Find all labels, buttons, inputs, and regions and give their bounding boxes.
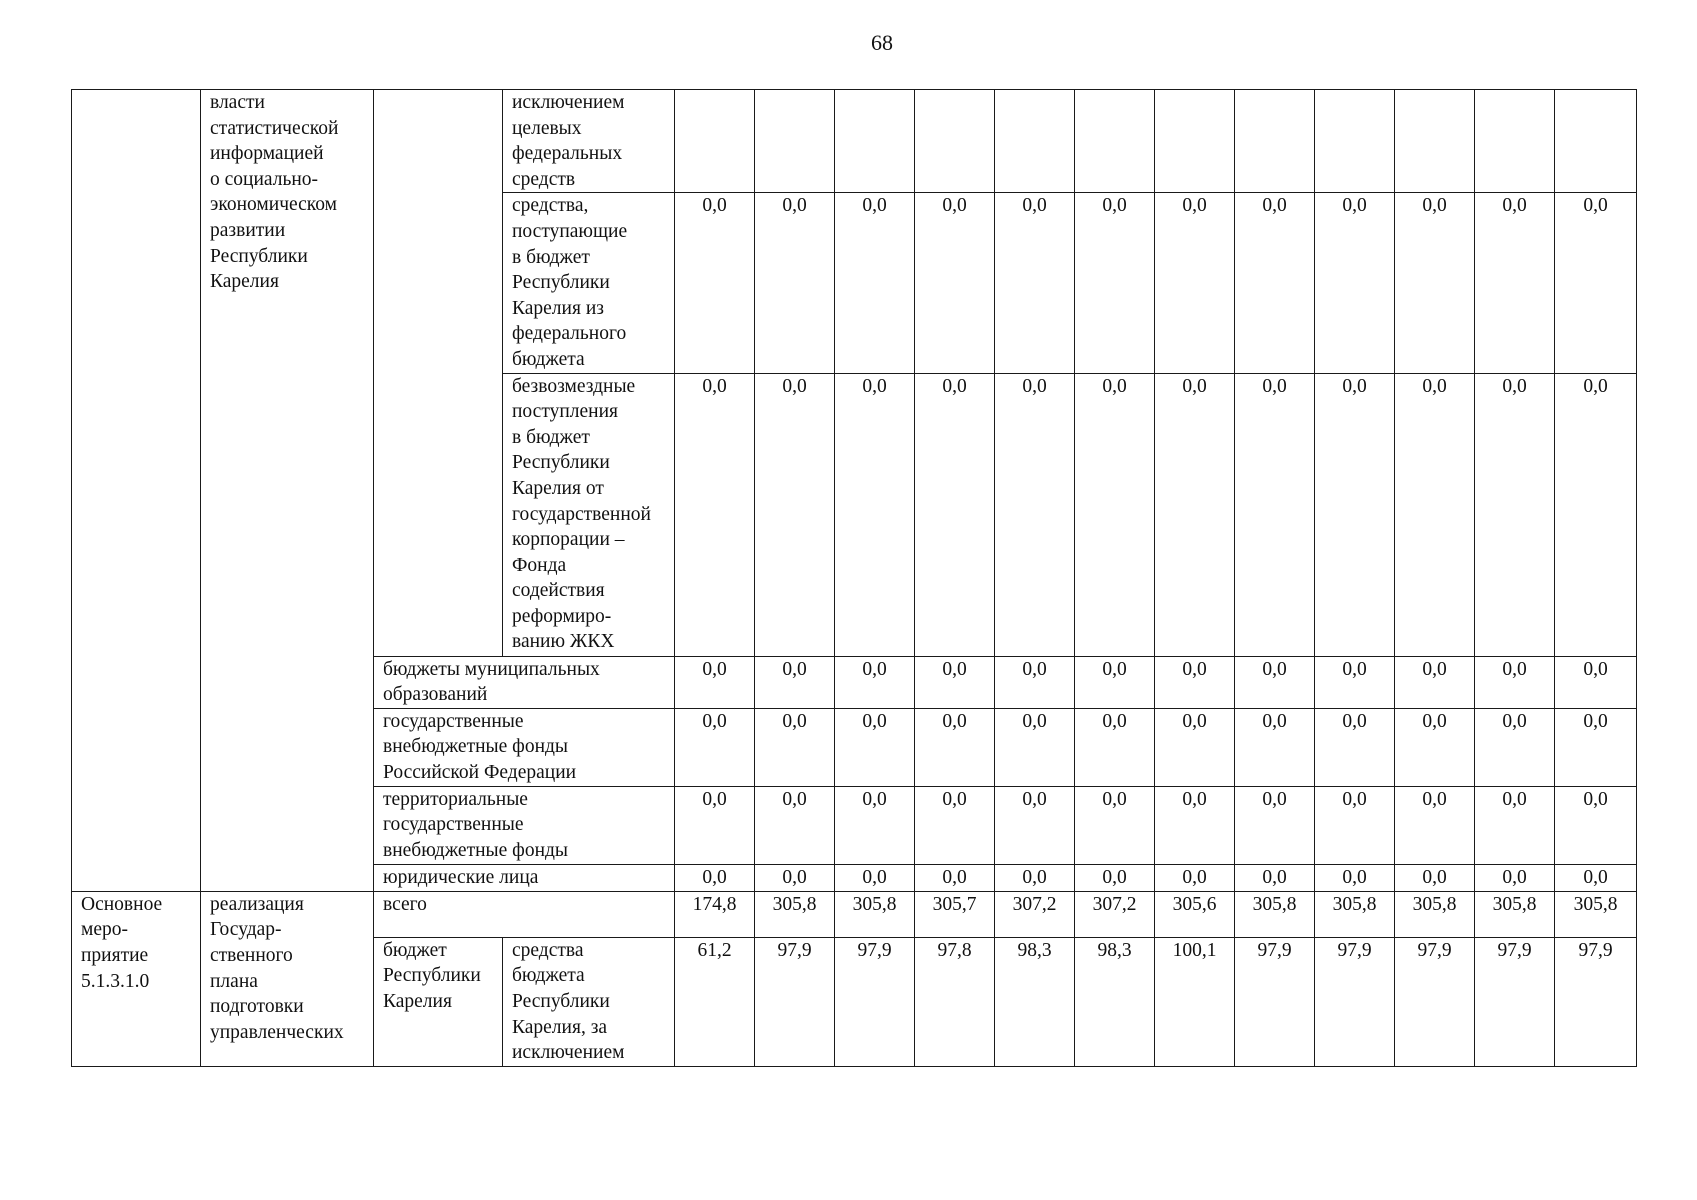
value-cell: 97,8: [915, 937, 995, 1066]
funding-source-label: бюджеты муниципальных образований: [374, 656, 675, 708]
activity-description: власти статистической информацией о социально- экономическом развитии Республики Карелия: [201, 90, 374, 892]
value-cell: 0,0: [915, 656, 995, 708]
value-cell: 98,3: [995, 937, 1075, 1066]
value-cell: 0,0: [755, 193, 835, 373]
value-cell: 0,0: [1395, 786, 1475, 864]
value-cell: 0,0: [1475, 193, 1555, 373]
value-cell: 0,0: [1475, 708, 1555, 786]
funding-source-label: средства, поступающие в бюджет Республики Карелия из федерального бюджета: [503, 193, 675, 373]
value-cell: 0,0: [1315, 373, 1395, 656]
value-cell: 0,0: [995, 656, 1075, 708]
value-cell: 0,0: [1555, 656, 1637, 708]
value-cell: 307,2: [995, 891, 1075, 937]
funding-source-label: исключением целевых федеральных средств: [503, 90, 675, 193]
value-cell: 305,8: [1235, 891, 1315, 937]
value-cell: [1155, 90, 1235, 193]
budget-group-cell-blank: [374, 90, 503, 657]
value-cell: 0,0: [1155, 786, 1235, 864]
value-cell: 0,0: [1235, 864, 1315, 891]
funding-source-label: юридические лица: [374, 864, 675, 891]
value-cell: [835, 90, 915, 193]
value-cell: 100,1: [1155, 937, 1235, 1066]
value-cell: [1075, 90, 1155, 193]
value-cell: 0,0: [755, 373, 835, 656]
value-cell: 305,8: [755, 891, 835, 937]
value-cell: 0,0: [1075, 373, 1155, 656]
value-cell: 0,0: [1075, 193, 1155, 373]
value-cell: [995, 90, 1075, 193]
value-cell: 0,0: [1155, 864, 1235, 891]
value-cell: 97,9: [1475, 937, 1555, 1066]
value-cell: 97,9: [1315, 937, 1395, 1066]
value-cell: 0,0: [835, 373, 915, 656]
value-cell: 0,0: [1075, 786, 1155, 864]
page-number: 68: [871, 30, 893, 55]
value-cell: 0,0: [1155, 708, 1235, 786]
value-cell: 174,8: [675, 891, 755, 937]
value-cell: 0,0: [995, 864, 1075, 891]
value-cell: 0,0: [755, 864, 835, 891]
value-cell: 0,0: [835, 708, 915, 786]
value-cell: [1475, 90, 1555, 193]
activity-description: реализация Государ- ственного плана подготовки управленческих: [201, 891, 374, 1066]
value-cell: 0,0: [995, 193, 1075, 373]
value-cell: [1555, 90, 1637, 193]
value-cell: 0,0: [835, 864, 915, 891]
value-cell: 0,0: [1395, 708, 1475, 786]
value-cell: 305,8: [835, 891, 915, 937]
value-cell: 0,0: [915, 193, 995, 373]
value-cell: 0,0: [675, 786, 755, 864]
value-cell: 0,0: [1315, 864, 1395, 891]
value-cell: 0,0: [835, 786, 915, 864]
value-cell: 97,9: [835, 937, 915, 1066]
budget-group-label: бюджет Республики Карелия: [374, 937, 503, 1066]
value-cell: 0,0: [1395, 373, 1475, 656]
value-cell: 97,9: [1235, 937, 1315, 1066]
value-cell: 0,0: [1235, 193, 1315, 373]
value-cell: 305,8: [1555, 891, 1637, 937]
value-cell: 0,0: [1395, 193, 1475, 373]
value-cell: 0,0: [915, 786, 995, 864]
value-cell: 0,0: [995, 373, 1075, 656]
budget-table: [71, 89, 1637, 1067]
value-cell: 0,0: [1155, 373, 1235, 656]
value-cell: 0,0: [1395, 656, 1475, 708]
value-cell: 0,0: [675, 373, 755, 656]
value-cell: 0,0: [1235, 656, 1315, 708]
value-cell: 0,0: [1235, 786, 1315, 864]
value-cell: [1315, 90, 1395, 193]
value-cell: 0,0: [675, 193, 755, 373]
value-cell: 0,0: [915, 864, 995, 891]
value-cell: 0,0: [755, 656, 835, 708]
value-cell: 0,0: [1155, 193, 1235, 373]
value-cell: 0,0: [1475, 786, 1555, 864]
value-cell: 0,0: [755, 708, 835, 786]
value-cell: 0,0: [1315, 656, 1395, 708]
value-cell: 305,6: [1155, 891, 1235, 937]
value-cell: 0,0: [995, 786, 1075, 864]
value-cell: 0,0: [1555, 786, 1637, 864]
value-cell: 0,0: [1395, 864, 1475, 891]
value-cell: [675, 90, 755, 193]
funding-source-label: средства бюджета Республики Карелия, за исключением: [503, 937, 675, 1066]
value-cell: 97,9: [1395, 937, 1475, 1066]
value-cell: 0,0: [1075, 708, 1155, 786]
value-cell: 0,0: [1235, 373, 1315, 656]
value-cell: 0,0: [1475, 656, 1555, 708]
value-cell: 0,0: [1155, 656, 1235, 708]
value-cell: 0,0: [915, 373, 995, 656]
value-cell: 307,2: [1075, 891, 1155, 937]
value-cell: 305,8: [1395, 891, 1475, 937]
value-cell: 0,0: [1555, 708, 1637, 786]
value-cell: 0,0: [1555, 373, 1637, 656]
funding-source-label: безвозмездные поступления в бюджет Республики Карелия от государственной корпорации – Фонда содействия реформиро- ванию ЖКХ: [503, 373, 675, 656]
value-cell: [1395, 90, 1475, 193]
value-cell: 305,8: [1315, 891, 1395, 937]
value-cell: 0,0: [835, 656, 915, 708]
row-total: [72, 891, 1637, 937]
value-cell: 305,8: [1475, 891, 1555, 937]
funding-source-label: всего: [374, 891, 675, 937]
value-cell: 0,0: [995, 708, 1075, 786]
value-cell: 97,9: [1555, 937, 1637, 1066]
value-cell: 0,0: [755, 786, 835, 864]
value-cell: 0,0: [1475, 864, 1555, 891]
value-cell: 0,0: [835, 193, 915, 373]
value-cell: [755, 90, 835, 193]
value-cell: 0,0: [675, 708, 755, 786]
value-cell: 305,7: [915, 891, 995, 937]
value-cell: 0,0: [1075, 864, 1155, 891]
value-cell: 0,0: [1315, 193, 1395, 373]
value-cell: 0,0: [1555, 864, 1637, 891]
value-cell: 97,9: [755, 937, 835, 1066]
status-cell-blank: [72, 90, 201, 892]
value-cell: 0,0: [1475, 373, 1555, 656]
value-cell: 0,0: [1315, 708, 1395, 786]
row-excluding-targeted-federal: [72, 90, 1637, 193]
value-cell: [915, 90, 995, 193]
value-cell: 0,0: [675, 864, 755, 891]
value-cell: 0,0: [1235, 708, 1315, 786]
value-cell: 98,3: [1075, 937, 1155, 1066]
value-cell: 0,0: [1315, 786, 1395, 864]
funding-source-label: государственные внебюджетные фонды Российской Федерации: [374, 708, 675, 786]
value-cell: 0,0: [1075, 656, 1155, 708]
value-cell: 0,0: [915, 708, 995, 786]
value-cell: [1235, 90, 1315, 193]
value-cell: 0,0: [675, 656, 755, 708]
value-cell: 0,0: [1555, 193, 1637, 373]
funding-source-label: территориальные государственные внебюджетные фонды: [374, 786, 675, 864]
status-cell: Основное меро- приятие 5.1.3.1.0: [72, 891, 201, 1066]
value-cell: 61,2: [675, 937, 755, 1066]
